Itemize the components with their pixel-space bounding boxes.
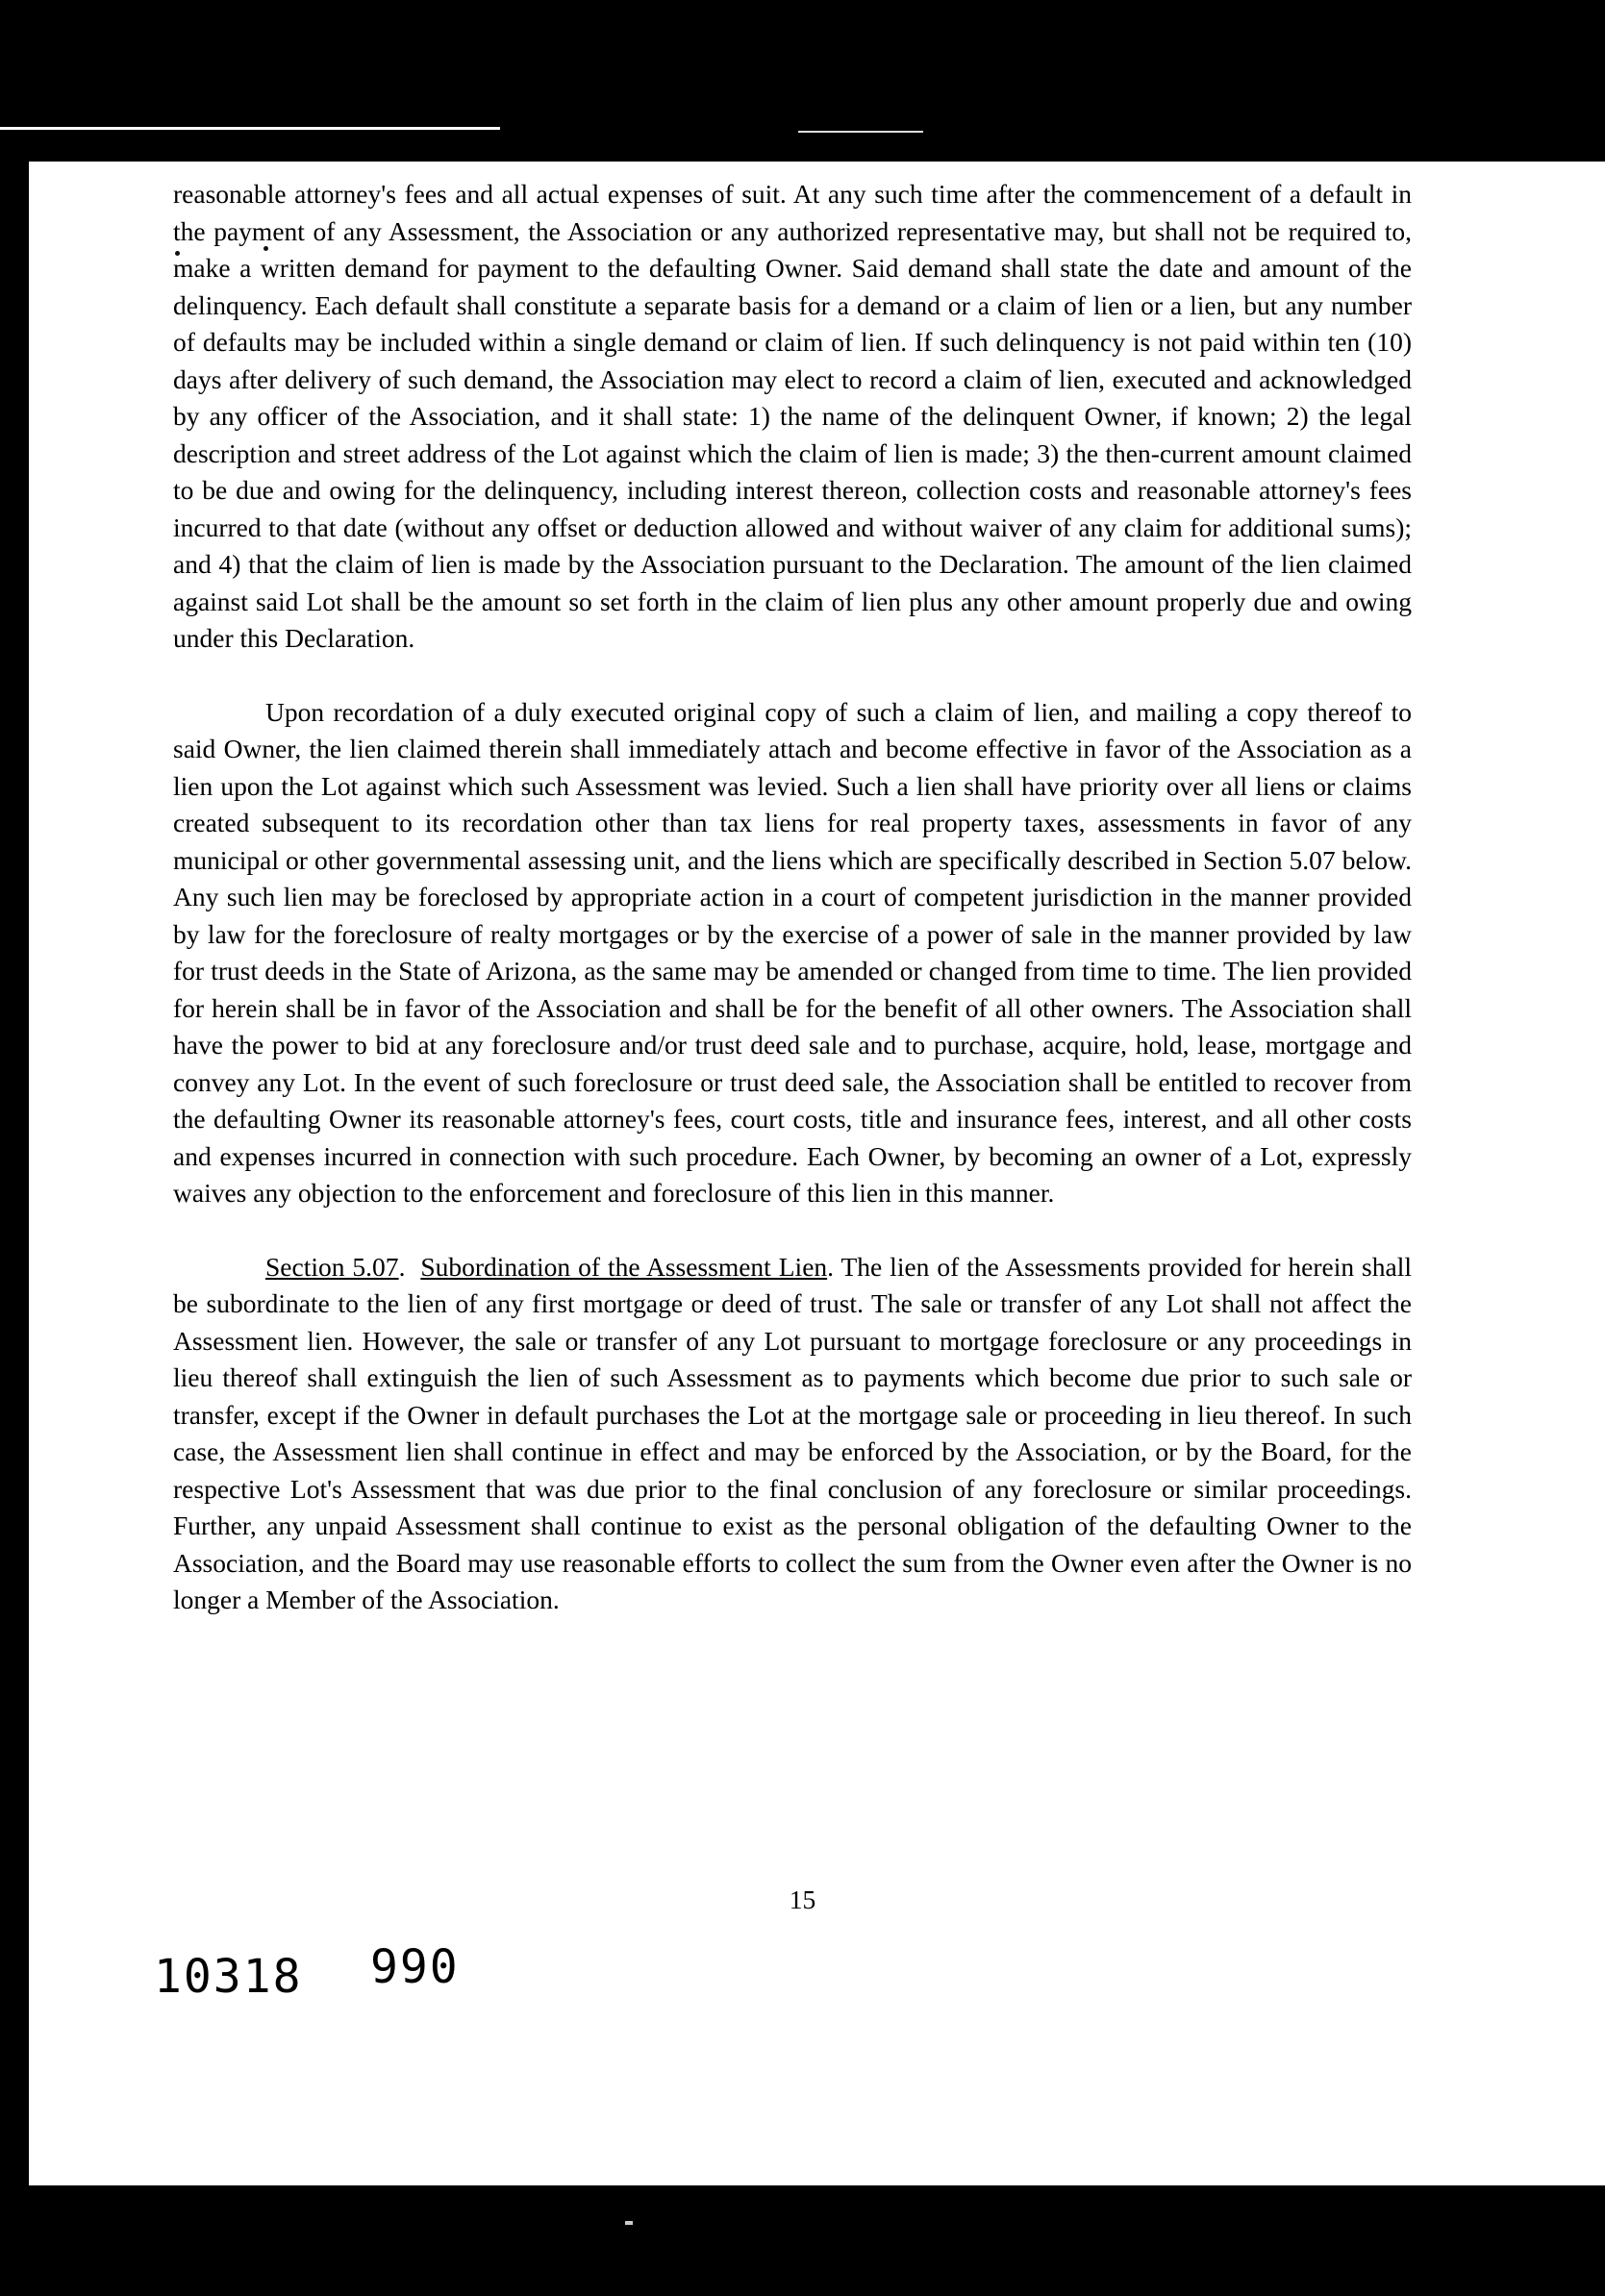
recording-page-number: 990: [370, 1940, 460, 1994]
page-number: 15: [789, 1884, 816, 1914]
recording-book-number: 10318: [154, 1950, 303, 2004]
paragraph-continuation: reasonable attorney's fees and all actual expenses of suit. At any such time after the commencement of a default in the payment of any Assessment, the Association or any authorized representative may, but shall not be required to, make a written demand for payment to the defaulting Owner. Said demand shall state the date and amount of the delinquency. Each default shall constitute a separate basis for a demand or a claim of lien or a lien, but any number of defaults may be included within a single demand or claim of lien. If such delinquency is not paid within ten (10) days after delivery of such demand, the Association may elect to record a claim of lien, executed and acknowledged by any officer of the Association, and it shall state: 1) the name of the delinquent Owner, if known; 2) the legal description and street address of the Lot against which the claim of lien is made; 3) the then-current amount claimed to be due and owing for the delinquency, including interest thereon, collection costs and reasonable attorney's fees incurred to that date (without any offset or deduction allowed and without waiver of any claim for additional sums); and 4) that the claim of lien is made by the Association pursuant to the Declaration. The amount of the lien claimed against said Lot shall be the amount so set forth in the claim of lien plus any other amount properly due and owing under this Declaration.: [173, 179, 1412, 653]
section-title: Subordination of the Assessment Lien: [420, 1251, 828, 1282]
scan-bottom-mark: [625, 2221, 633, 2225]
section-5-07: Section 5.07. Subordination of the Assessment Lien. The lien of the Assessments provided for herein shall be subordinate to the lien of any first mortgage or deed of trust. The sale or transfer of any Lot shall not affect the Assessment lien. However, the sale or transfer of any Lot pursuant to mortgage foreclosure or any proceedings in lieu thereof shall extinguish the lien of such Assessment as to payments which become due prior to such sale or transfer, except if the Owner in default purchases the Lot at the mortgage sale or proceeding in lieu thereof. In such case, the Assessment lien shall continue in effect and may be enforced by the Association, or by the Board, for the respective Lot's Assessment that was due prior to the final conclusion of any foreclosure or similar proceedings. Further, any unpaid Assessment shall continue to exist as the personal obligation of the defaulting Owner to the Association, and the Board may use reasonable efforts to collect the sum from the Owner even after the Owner is no longer a Member of the Association.: [173, 1251, 1412, 1614]
section-body: The lien of the Assessments provided for herein shall be subordinate to the lien of any first mortgage or deed of trust. The sale or transfer of any Lot shall not affect the Assessment lien. However, the sale or transfer of any Lot pursuant to mortgage foreclosure or any proceedings in lieu thereof shall extinguish the lien of such Assessment as to payments which become due prior to such sale or transfer, except if the Owner in default purchases the Lot at the mortgage sale or proceeding in lieu thereof. In such case, the Assessment lien shall continue in effect and may be enforced by the Association, or by the Board, for the respective Lot's Assessment that was due prior to the final conclusion of any foreclosure or similar proceedings. Further, any unpaid Assessment shall continue to exist as the personal obligation of the defaulting Owner to the Association, and the Board may use reasonable efforts to collect the sum from the Owner even after the Owner is no longer a Member of the Association.: [173, 1251, 1412, 1614]
scan-top-rule-fragment: [798, 131, 923, 133]
scan-top-rule: [0, 127, 500, 130]
section-number: Section 5.07: [265, 1251, 399, 1282]
document-body: [173, 176, 1412, 1656]
paragraph-lien-recordation: Upon recordation of a duly executed original copy of such a claim of lien, and mailing a copy thereof to said Owner, the lien claimed therein shall immediately attach and become effective in favor of the Association as a lien upon the Lot against which such Assessment was levied. Such a lien shall have priority over all liens or claims created subsequent to its recordation other than tax liens for real property taxes, assessments in favor of any municipal or other governmental assessing unit, and the liens which are specifically described in Section 5.07 below. Any such lien may be foreclosed by appropriate action in a court of competent jurisdiction in the manner provided by law for the foreclosure of realty mortgages or by the exercise of a power of sale in the manner provided by law for trust deeds in the State of Arizona, as the same may be amended or changed from time to time. The lien provided for herein shall be in favor of the Association and shall be for the benefit of all other owners. The Association shall have the power to bid at any foreclosure and/or trust deed sale and to purchase, acquire, hold, lease, mortgage and convey any Lot. In the event of such foreclosure or trust deed sale, the Association shall be entitled to recover from the defaulting Owner its reasonable attorney's fees, court costs, title and insurance fees, interest, and all other costs and expenses incurred in connection with such procedure. Each Owner, by becoming an owner of a Lot, expressly waives any objection to the enforcement and foreclosure of this lien in this manner.: [173, 696, 1412, 1208]
